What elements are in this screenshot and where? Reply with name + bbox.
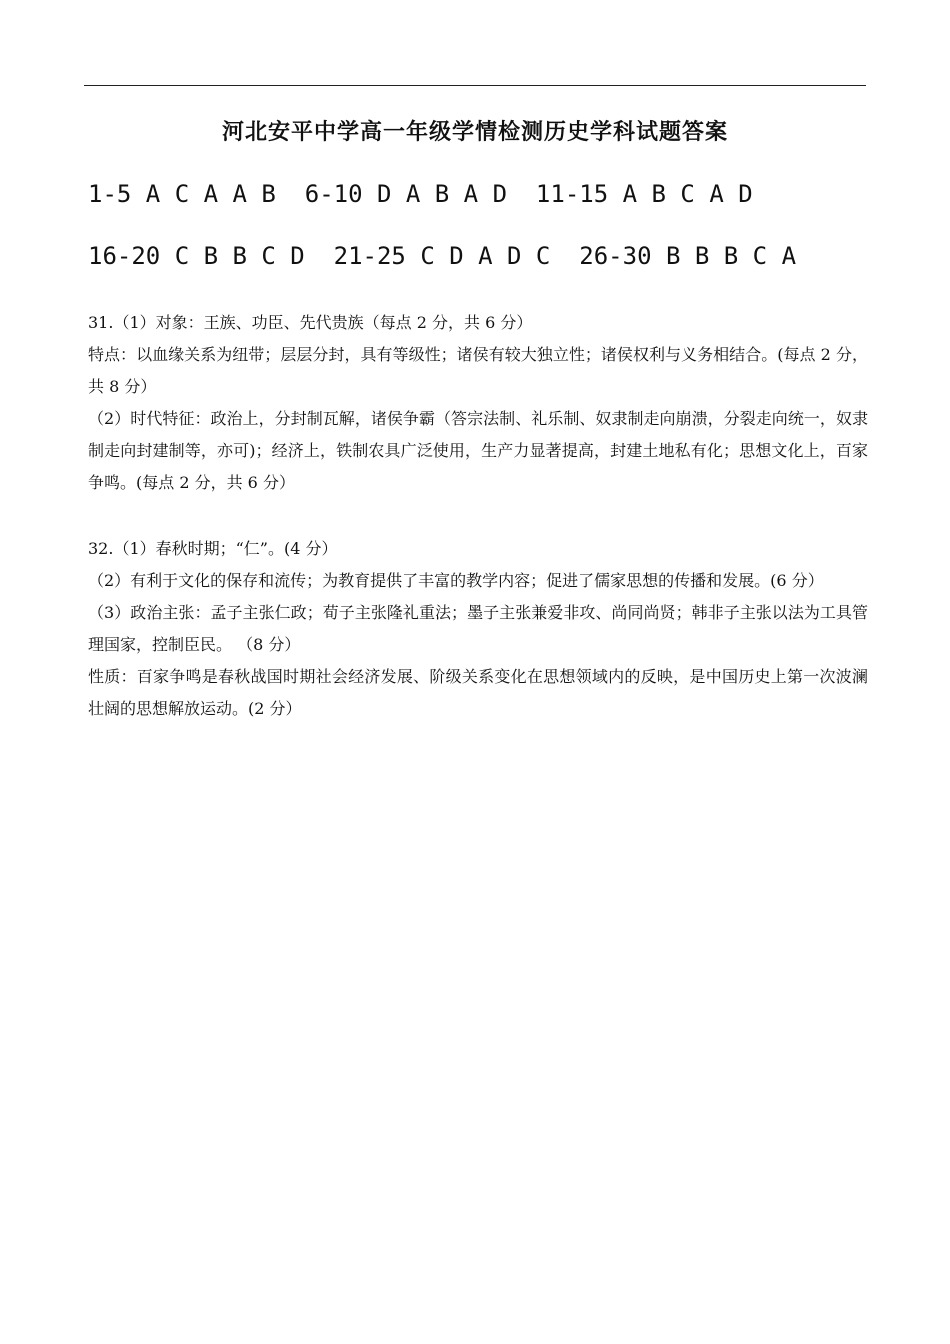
document-title: 河北安平中学高一年级学情检测历史学科试题答案 xyxy=(221,119,728,145)
choice-answers-line-1: 1-5 A C A A B 6-10 D A B A D 11-15 A B C A D xyxy=(88,180,753,208)
question-32-answer xyxy=(88,533,868,725)
q32-part3-nature: 性质：百家争鸣是春秋战国时期社会经济发展、阶级关系变化在思想领域内的反映，是中国历史上第一次波澜壮阔的思想解放运动。(2 分） xyxy=(88,667,868,718)
question-31-answer xyxy=(88,307,868,499)
q31-part1-objects: 31.（1）对象：王族、功臣、先代贵族（每点 2 分，共 6 分） xyxy=(88,313,533,332)
q32-part3: （3）政治主张：孟子主张仁政；荀子主张隆礼重法；墨子主张兼爱非攻、尚同尚贤；韩非子主张以法为工具管理国家，控制臣民。 （8 分） xyxy=(88,603,868,654)
choice-answers-line-2: 16-20 C B B C D 21-25 C D A D C 26-30 B B B C A xyxy=(88,242,797,270)
q31-part1-features: 特点：以血缘关系为纽带；层层分封，具有等级性；诸侯有较大独立性；诸侯权利与义务相结合。(每点 2 分，共 8 分） xyxy=(88,345,868,396)
q31-part2: （2）时代特征：政治上，分封制瓦解，诸侯争霸（答宗法制、礼乐制、奴隶制走向崩溃，分裂走向统一，奴隶制走向封建制等，亦可)；经济上，铁制农具广泛使用，生产力显著提高，封建土地私有化；思想文化上，百家争鸣。(每点 2 分，共 6 分） xyxy=(88,409,868,492)
q32-part2: （2）有利于文化的保存和流传；为教育提供了丰富的教学内容；促进了儒家思想的传播和发展。(6 分） xyxy=(88,571,824,590)
q32-part1: 32.（1）春秋时期；“仁”。(4 分） xyxy=(88,539,338,558)
header-rule xyxy=(84,85,866,86)
